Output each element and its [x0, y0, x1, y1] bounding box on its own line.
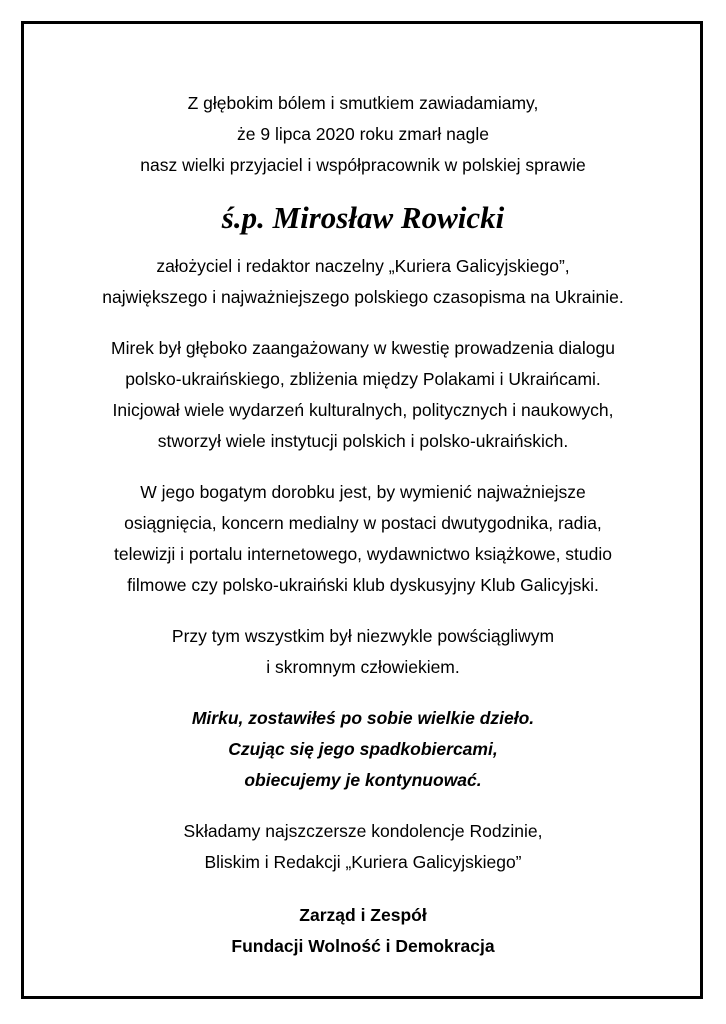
- deceased-name: ś.p. Mirosław Rowicki: [221, 200, 505, 235]
- text-line: Mirku, zostawiłeś po sobie wielkie dzieło.: [191, 708, 535, 728]
- announcement-paragraph: [24, 88, 702, 181]
- signature-line: Zarząd i Zespół: [299, 905, 427, 925]
- text-line: Przy tym wszystkim był niezwykle powściągliwym: [171, 626, 555, 646]
- text-line: osiągnięcia, koncern medialny w postaci dwutygodnika, radia,: [124, 513, 602, 533]
- modesty-paragraph: [24, 621, 702, 683]
- text-line: obiecujemy je kontynuować.: [244, 770, 482, 790]
- text-line: Mirek był głęboko zaangażowany w kwestię prowadzenia dialogu: [111, 338, 615, 358]
- text-line: i skromnym człowiekiem.: [266, 657, 460, 677]
- tribute-paragraph: [24, 703, 702, 796]
- role-paragraph: [24, 251, 702, 313]
- text-line: Bliskim i Redakcji „Kuriera Galicyjskiego”: [204, 852, 522, 872]
- engagement-paragraph: [24, 333, 702, 457]
- text-line: Składamy najszczersze kondolencje Rodzinie,: [183, 821, 543, 841]
- text-line: stworzył wiele instytucji polskich i polsko-ukraińskich.: [157, 431, 569, 451]
- text-line: filmowe czy polsko-ukraiński klub dyskusyjny Klub Galicyjski.: [127, 575, 599, 595]
- text-line: polsko-ukraińskiego, zbliżenia między Polakami i Ukraińcami.: [125, 369, 601, 389]
- text-line: założyciel i redaktor naczelny „Kuriera Galicyjskiego”,: [156, 256, 570, 276]
- text-line: Z głębokim bólem i smutkiem zawiadamiamy,: [187, 93, 539, 113]
- text-line: Inicjował wiele wydarzeń kulturalnych, politycznych i naukowych,: [112, 400, 614, 420]
- signature-line: Fundacji Wolność i Demokracja: [231, 936, 495, 956]
- text-line: że 9 lipca 2020 roku zmarł nagle: [237, 124, 489, 144]
- text-line: Czując się jego spadkobiercami,: [228, 739, 498, 759]
- text-line: telewizji i portalu internetowego, wydawnictwo książkowe, studio: [113, 544, 612, 564]
- text-line: W jego bogatym dorobku jest, by wymienić najważniejsze: [140, 482, 586, 502]
- text-line: nasz wielki przyjaciel i współpracownik w polskiej sprawie: [140, 155, 586, 175]
- achievements-paragraph: [24, 477, 702, 601]
- text-line: największego i najważniejszego polskiego czasopisma na Ukrainie.: [102, 287, 624, 307]
- signature-block: [24, 900, 702, 962]
- condolences-paragraph: [24, 816, 702, 878]
- obituary-notice: [24, 88, 702, 962]
